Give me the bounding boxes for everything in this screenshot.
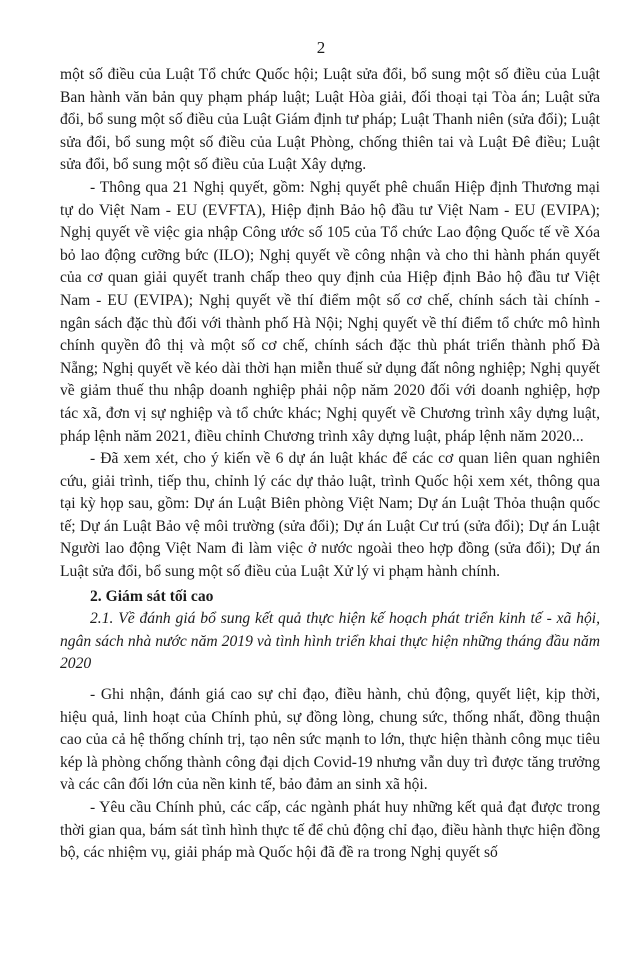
paragraph-draft-laws: - Đã xem xét, cho ý kiến về 6 dự án luật khác để các cơ quan liên quan nghiên cứu, giải trình, tiếp thu, chỉnh lý các dự thảo luật, trình Quốc hội xem xét, thông qua tại kỳ họp sau, gồm: Dự án Luật Biên phòng Việt Nam; Dự án Luật Thỏa thuận quốc tế; Dự án Luật Bảo vệ môi trường (sửa đổi); Dự án Luật Cư trú (sửa đổi); Dự án Luật Người lao động Việt Nam đi làm việc ở nước ngoài theo hợp đồng (sửa đổi); Dự án Luật sửa đổi, bổ sung một số điều của Luật Xử lý vi phạm hành chính.	[60, 450, 600, 581]
page-number: 2	[316, 38, 326, 57]
paragraph-resolutions: - Thông qua 21 Nghị quyết, gồm: Nghị quyết phê chuẩn Hiệp định Thương mại tự do Việt Nam - EU (EVFTA), Hiệp định Bảo hộ đầu tư Việt Nam - EU (EVIPA); Nghị quyết về việc gia nhập Công ước số 105 của Tổ chức Lao động Quốc tế về Xóa bỏ lao động cưỡng bức (ILO); Nghị quyết về công nhận và cho thi hành phán quyết của cơ quan giải quyết tranh chấp theo quy định của Hiệp định Bảo hộ đầu tư Việt Nam - EU (EVIPA); Nghị quyết về thí điểm một số cơ chế, chính sách tài chính - ngân sách đặc thù đối với thành phố Hà Nội; Nghị quyết về thí điểm tổ chức mô hình chính quyền đô thị và một số cơ chế, chính sách đặc thù phát triển thành phố Đà Nẵng; Nghị quyết về kéo dài thời hạn miễn thuế sử dụng đất nông nghiệp; Nghị quyết về giảm thuế thu nhập doanh nghiệp phải nộp năm 2020 đối với doanh nghiệp, hợp tác xã, đơn vị sự nghiệp và tổ chức khác; Nghị quyết về Chương trình xây dựng luật, pháp lệnh năm 2021, điều chỉnh Chương trình xây dựng luật, pháp lệnh năm 2020...	[60, 178, 600, 445]
paragraph-request: - Yêu cầu Chính phủ, các cấp, các ngành phát huy những kết quả đạt được trong thời gian qua, bám sát tình hình thực tế để chủ động chỉ đạo, điều hành thực hiện đồng bộ, các nhiệm vụ, giải pháp mà Quốc hội đã đề ra trong Nghị quyết số	[60, 799, 600, 862]
paragraph-laws-continued: một số điều của Luật Tổ chức Quốc hội; Luật sửa đổi, bổ sung một số điều của Luật Ban hành văn bản quy phạm pháp luật; Luật Hòa giải, đối thoại tại Tòa án; Luật sửa đổi, bổ sung một số điều của Luật Giám định tư pháp; Luật Thanh niên (sửa đổi); Luật sửa đổi, bổ sung một số điều của Luật Phòng, chống thiên tai và Luật Đê điều; Luật sửa đổi, bổ sung một số điều của Luật Xây dựng.	[60, 66, 600, 174]
subsection-heading: 2.1. Về đánh giá bổ sung kết quả thực hiện kế hoạch phát triển kinh tế - xã hội, ngân sách nhà nước năm 2019 và tình hình triển khai thực hiện những tháng đầu năm 2020	[60, 610, 600, 673]
paragraph-acknowledgement: - Ghi nhận, đánh giá cao sự chỉ đạo, điều hành, chủ động, quyết liệt, kịp thời, hiệu quả, linh hoạt của Chính phủ, sự đồng lòng, chung sức, thống nhất, đồng thuận cao của cả hệ thống chính trị, tạo nên sức mạnh to lớn, thực hiện thành công mục tiêu kép là phòng chống thành công đại dịch Covid-19 nhưng vẫn duy trì được tăng trưởng và các cân đối lớn của nền kinh tế, bảo đảm an sinh xã hội.	[60, 686, 600, 794]
section-heading-supervision: 2. Giám sát tối cao	[90, 587, 214, 605]
document-body	[60, 64, 600, 865]
